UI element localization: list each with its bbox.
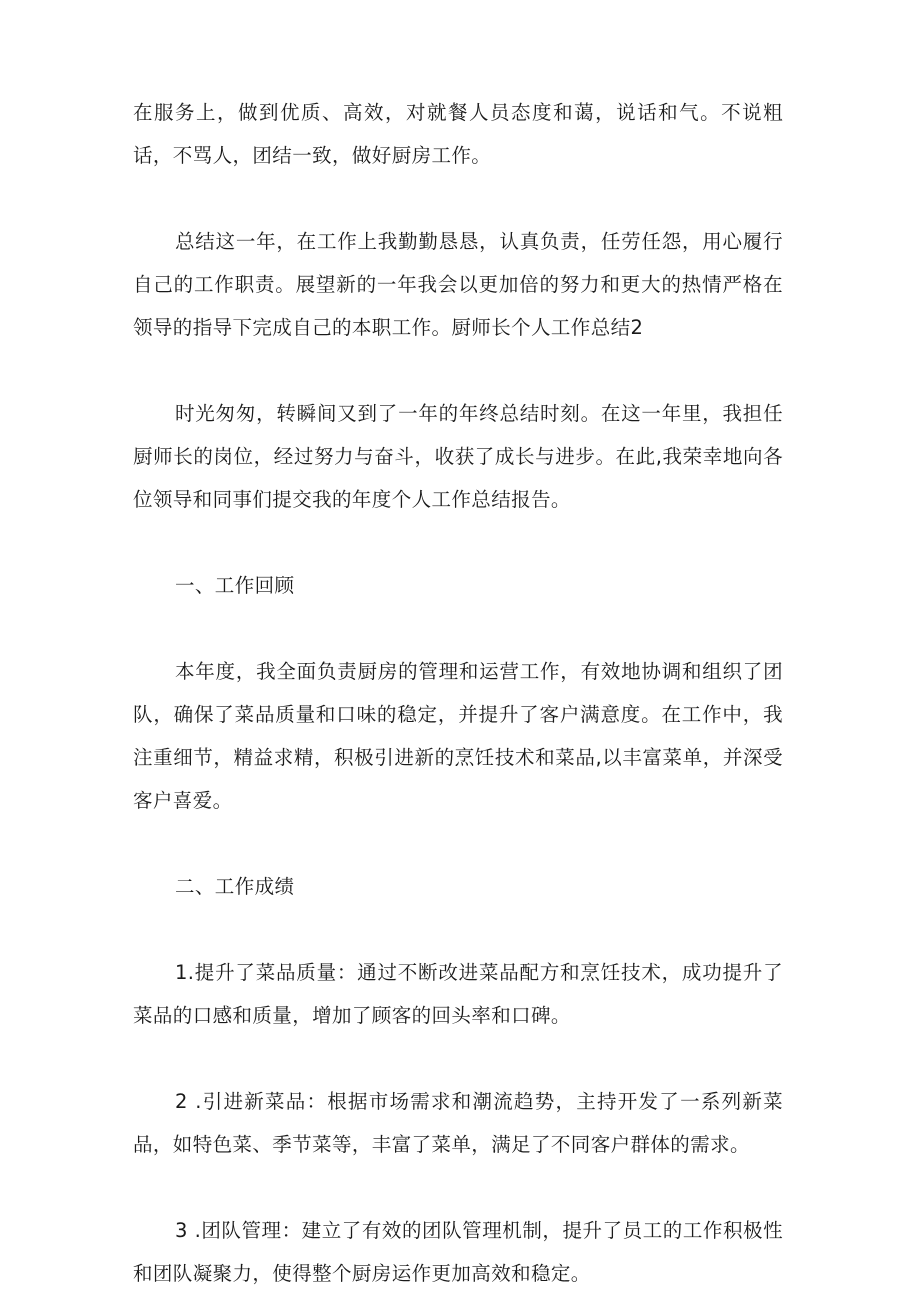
paragraph-intro: 时光匆匆，转瞬间又到了一年的年终总结时刻。在这一年里，我担任厨师长的岗位，经过努力与奋斗，收获了成长与进步。在此,我荣幸地向各位领导和同事们提交我的年度个人工作总结报告。	[133, 402, 783, 511]
document-body	[133, 91, 783, 1295]
paragraph-work-review: 本年度，我全面负责厨房的管理和运营工作，有效地协调和组织了团队，确保了菜品质量和口味的稳定，并提升了客户满意度。在工作中，我注重细节，精益求精，积极引进新的烹饪技术和菜品,以丰富菜单，并深受客户喜爱。	[133, 660, 783, 812]
paragraph-service: 在服务上，做到优质、高效，对就餐人员态度和蔼，说话和气。不说粗话，不骂人，团结一致，做好厨房工作。	[133, 101, 783, 167]
heading-work-review: 一、工作回顾	[175, 574, 295, 597]
list-item-team-management: 3 .团队管理：建立了有效的团队管理机制，提升了员工的工作积极性和团队凝聚力，使得整个厨房运作更加高效和稳定。	[133, 1219, 783, 1285]
list-item-quality: 1.提升了菜品质量：通过不断改进菜品配方和烹饪技术，成功提升了菜品的口感和质量，增加了顾客的回头率和口碑。	[133, 961, 783, 1027]
paragraph-year-summary: 总结这一年，在工作上我勤勤恳恳，认真负责，任劳任怨，用心履行自己的工作职责。展望新的一年我会以更加倍的努力和更大的热情严格在领导的指导下完成自己的本职工作。厨师长个人工作总结2	[133, 230, 783, 339]
list-item-new-dishes: 2 .引进新菜品：根据市场需求和潮流趋势，主持开发了一系列新菜品，如特色菜、季节菜等，丰富了菜单，满足了不同客户群体的需求。	[133, 1090, 783, 1156]
heading-achievements: 二、工作成绩	[175, 875, 295, 898]
